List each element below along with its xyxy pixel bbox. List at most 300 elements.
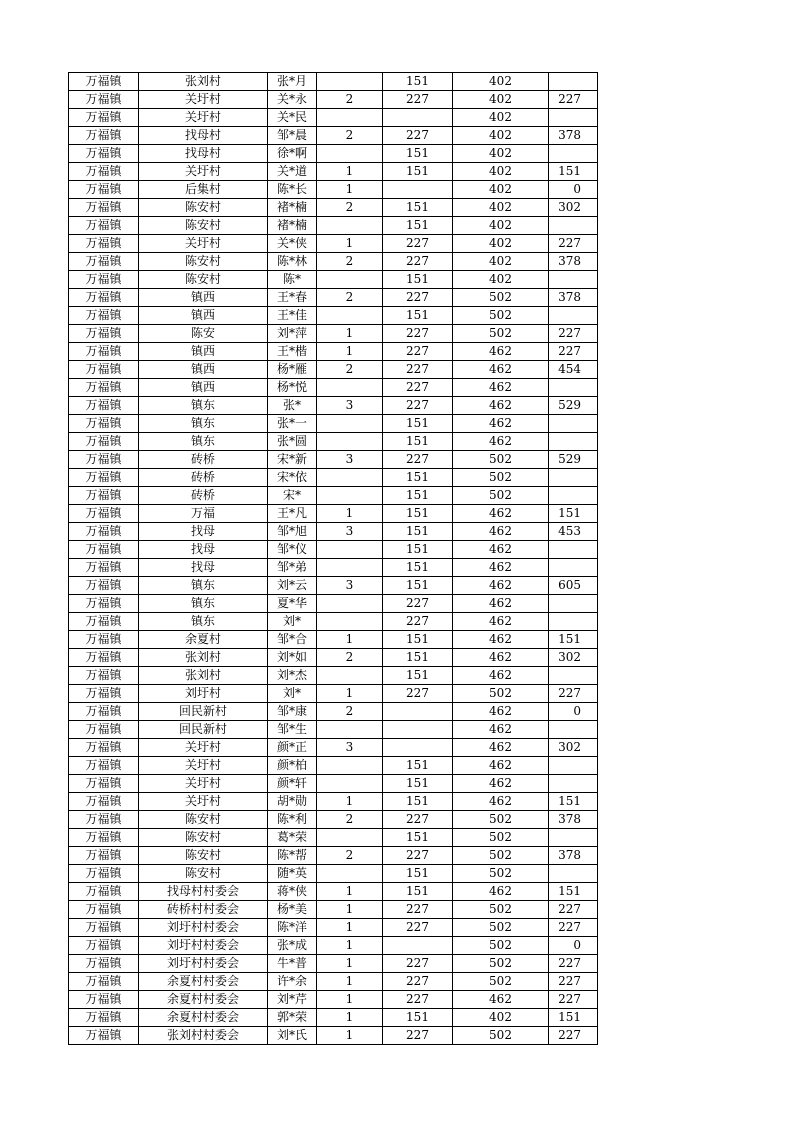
name-cell: 陈* — [268, 271, 317, 289]
amount-a-cell: 227 — [383, 685, 453, 703]
town-cell: 万福镇 — [69, 829, 139, 847]
amount-a-cell: 151 — [383, 523, 453, 541]
count-cell — [317, 415, 383, 433]
total-cell — [549, 829, 598, 847]
name-cell: 张*月 — [268, 73, 317, 91]
village-cell: 刘圩村 — [139, 685, 268, 703]
village-cell: 陈安村 — [139, 217, 268, 235]
amount-a-cell: 151 — [383, 667, 453, 685]
name-cell: 陈*长 — [268, 181, 317, 199]
amount-a-cell: 151 — [383, 487, 453, 505]
table-row — [69, 379, 598, 397]
count-cell: 2 — [317, 649, 383, 667]
town-cell: 万福镇 — [69, 613, 139, 631]
amount-b-cell: 462 — [453, 775, 549, 793]
town-cell: 万福镇 — [69, 955, 139, 973]
amount-a-cell — [383, 109, 453, 127]
total-cell: 453 — [549, 523, 598, 541]
town-cell: 万福镇 — [69, 847, 139, 865]
amount-b-cell: 462 — [453, 397, 549, 415]
total-cell — [549, 217, 598, 235]
name-cell: 刘*如 — [268, 649, 317, 667]
table-row — [69, 73, 598, 91]
village-cell: 镇西 — [139, 307, 268, 325]
village-cell: 镇东 — [139, 433, 268, 451]
total-cell: 151 — [549, 793, 598, 811]
table-row — [69, 613, 598, 631]
village-cell: 找母 — [139, 541, 268, 559]
town-cell: 万福镇 — [69, 307, 139, 325]
total-cell: 151 — [549, 163, 598, 181]
total-cell: 378 — [549, 289, 598, 307]
count-cell: 2 — [317, 199, 383, 217]
name-cell: 邹*生 — [268, 721, 317, 739]
total-cell: 529 — [549, 451, 598, 469]
town-cell: 万福镇 — [69, 973, 139, 991]
name-cell: 随*英 — [268, 865, 317, 883]
name-cell: 关*侠 — [268, 235, 317, 253]
village-cell: 陈安村 — [139, 865, 268, 883]
name-cell: 陈*林 — [268, 253, 317, 271]
amount-a-cell: 227 — [383, 613, 453, 631]
town-cell: 万福镇 — [69, 685, 139, 703]
amount-b-cell: 502 — [453, 685, 549, 703]
amount-b-cell: 402 — [453, 145, 549, 163]
amount-b-cell: 462 — [453, 505, 549, 523]
amount-a-cell: 227 — [383, 91, 453, 109]
name-cell: 陈*洋 — [268, 919, 317, 937]
village-cell: 刘圩村村委会 — [139, 937, 268, 955]
total-cell: 302 — [549, 739, 598, 757]
amount-b-cell: 502 — [453, 901, 549, 919]
total-cell: 227 — [549, 901, 598, 919]
count-cell — [317, 469, 383, 487]
table-row — [69, 865, 598, 883]
table-row — [69, 343, 598, 361]
amount-a-cell: 227 — [383, 1027, 453, 1045]
name-cell: 许*余 — [268, 973, 317, 991]
village-cell: 张刘村 — [139, 667, 268, 685]
name-cell: 王*凡 — [268, 505, 317, 523]
village-cell: 余夏村村委会 — [139, 991, 268, 1009]
town-cell: 万福镇 — [69, 667, 139, 685]
amount-b-cell: 462 — [453, 793, 549, 811]
village-cell: 关圩村 — [139, 793, 268, 811]
town-cell: 万福镇 — [69, 91, 139, 109]
name-cell: 张*成 — [268, 937, 317, 955]
amount-b-cell: 462 — [453, 667, 549, 685]
total-cell: 529 — [549, 397, 598, 415]
village-cell: 关圩村 — [139, 235, 268, 253]
total-cell: 302 — [549, 199, 598, 217]
amount-b-cell: 402 — [453, 181, 549, 199]
total-cell — [549, 721, 598, 739]
count-cell: 1 — [317, 1027, 383, 1045]
amount-a-cell: 151 — [383, 217, 453, 235]
village-cell: 陈安 — [139, 325, 268, 343]
amount-a-cell: 227 — [383, 451, 453, 469]
name-cell: 邹*合 — [268, 631, 317, 649]
amount-b-cell: 462 — [453, 649, 549, 667]
town-cell: 万福镇 — [69, 433, 139, 451]
table-row — [69, 703, 598, 721]
amount-a-cell: 227 — [383, 397, 453, 415]
village-cell: 找母村 — [139, 145, 268, 163]
town-cell: 万福镇 — [69, 523, 139, 541]
town-cell: 万福镇 — [69, 73, 139, 91]
total-cell — [549, 757, 598, 775]
name-cell: 宋*新 — [268, 451, 317, 469]
total-cell — [549, 595, 598, 613]
amount-a-cell: 151 — [383, 73, 453, 91]
village-cell: 陈安村 — [139, 847, 268, 865]
count-cell: 2 — [317, 91, 383, 109]
village-cell: 找母村 — [139, 127, 268, 145]
total-cell: 227 — [549, 325, 598, 343]
amount-b-cell: 402 — [453, 91, 549, 109]
amount-a-cell: 151 — [383, 829, 453, 847]
town-cell: 万福镇 — [69, 865, 139, 883]
count-cell — [317, 145, 383, 163]
total-cell — [549, 667, 598, 685]
count-cell — [317, 865, 383, 883]
count-cell — [317, 595, 383, 613]
village-cell: 陈安村 — [139, 253, 268, 271]
name-cell: 刘* — [268, 613, 317, 631]
table-row — [69, 793, 598, 811]
amount-a-cell: 227 — [383, 343, 453, 361]
name-cell: 张*圆 — [268, 433, 317, 451]
count-cell: 1 — [317, 343, 383, 361]
count-cell — [317, 307, 383, 325]
table-row — [69, 883, 598, 901]
amount-a-cell: 227 — [383, 919, 453, 937]
total-cell — [549, 415, 598, 433]
amount-b-cell: 402 — [453, 235, 549, 253]
name-cell: 杨*悦 — [268, 379, 317, 397]
village-cell: 回民新村 — [139, 703, 268, 721]
table-row — [69, 559, 598, 577]
amount-a-cell: 151 — [383, 307, 453, 325]
village-cell: 陈安村 — [139, 271, 268, 289]
count-cell — [317, 379, 383, 397]
table-row — [69, 847, 598, 865]
village-cell: 镇东 — [139, 613, 268, 631]
village-cell: 关圩村 — [139, 91, 268, 109]
town-cell: 万福镇 — [69, 991, 139, 1009]
town-cell: 万福镇 — [69, 703, 139, 721]
amount-a-cell: 227 — [383, 847, 453, 865]
table-row — [69, 829, 598, 847]
name-cell: 葛*荣 — [268, 829, 317, 847]
amount-a-cell: 151 — [383, 199, 453, 217]
count-cell: 3 — [317, 397, 383, 415]
total-cell: 302 — [549, 649, 598, 667]
amount-b-cell: 462 — [453, 613, 549, 631]
table-row — [69, 145, 598, 163]
village-cell: 镇西 — [139, 289, 268, 307]
amount-b-cell: 402 — [453, 217, 549, 235]
table-row — [69, 577, 598, 595]
amount-a-cell: 227 — [383, 595, 453, 613]
name-cell: 杨*美 — [268, 901, 317, 919]
count-cell: 2 — [317, 703, 383, 721]
total-cell: 227 — [549, 919, 598, 937]
amount-a-cell: 227 — [383, 127, 453, 145]
village-cell: 关圩村 — [139, 757, 268, 775]
count-cell — [317, 757, 383, 775]
name-cell: 褚*楠 — [268, 199, 317, 217]
amount-b-cell: 402 — [453, 1009, 549, 1027]
amount-a-cell: 151 — [383, 775, 453, 793]
table-row — [69, 433, 598, 451]
amount-b-cell: 402 — [453, 73, 549, 91]
total-cell: 151 — [549, 883, 598, 901]
name-cell: 颜*柏 — [268, 757, 317, 775]
count-cell: 1 — [317, 991, 383, 1009]
town-cell: 万福镇 — [69, 775, 139, 793]
town-cell: 万福镇 — [69, 271, 139, 289]
village-cell: 陈安村 — [139, 829, 268, 847]
town-cell: 万福镇 — [69, 253, 139, 271]
amount-b-cell: 462 — [453, 541, 549, 559]
total-cell — [549, 109, 598, 127]
amount-a-cell: 151 — [383, 577, 453, 595]
village-cell: 余夏村村委会 — [139, 1009, 268, 1027]
table-row — [69, 235, 598, 253]
table-row — [69, 631, 598, 649]
village-cell: 找母村村委会 — [139, 883, 268, 901]
total-cell: 227 — [549, 973, 598, 991]
amount-a-cell: 151 — [383, 505, 453, 523]
total-cell — [549, 865, 598, 883]
amount-b-cell: 462 — [453, 721, 549, 739]
village-cell: 关圩村 — [139, 109, 268, 127]
table-row — [69, 199, 598, 217]
count-cell — [317, 541, 383, 559]
amount-b-cell: 462 — [453, 631, 549, 649]
total-cell — [549, 541, 598, 559]
amount-a-cell: 151 — [383, 469, 453, 487]
count-cell: 3 — [317, 739, 383, 757]
village-cell: 余夏村村委会 — [139, 973, 268, 991]
amount-a-cell: 151 — [383, 163, 453, 181]
town-cell: 万福镇 — [69, 109, 139, 127]
table-row — [69, 91, 598, 109]
name-cell: 刘*芹 — [268, 991, 317, 1009]
name-cell: 邹*弟 — [268, 559, 317, 577]
town-cell: 万福镇 — [69, 901, 139, 919]
village-cell: 张刘村 — [139, 73, 268, 91]
total-cell: 151 — [549, 1009, 598, 1027]
town-cell: 万福镇 — [69, 649, 139, 667]
village-cell: 镇西 — [139, 361, 268, 379]
table-row — [69, 487, 598, 505]
village-cell: 张刘村 — [139, 649, 268, 667]
total-cell — [549, 307, 598, 325]
amount-b-cell: 502 — [453, 811, 549, 829]
total-cell — [549, 73, 598, 91]
count-cell: 1 — [317, 901, 383, 919]
count-cell — [317, 667, 383, 685]
town-cell: 万福镇 — [69, 199, 139, 217]
amount-a-cell: 151 — [383, 631, 453, 649]
table-row — [69, 325, 598, 343]
amount-b-cell: 402 — [453, 199, 549, 217]
table-row — [69, 451, 598, 469]
table-row — [69, 595, 598, 613]
town-cell: 万福镇 — [69, 559, 139, 577]
table-row — [69, 505, 598, 523]
town-cell: 万福镇 — [69, 577, 139, 595]
town-cell: 万福镇 — [69, 469, 139, 487]
count-cell: 1 — [317, 505, 383, 523]
town-cell: 万福镇 — [69, 397, 139, 415]
amount-a-cell — [383, 739, 453, 757]
table-body — [69, 73, 598, 1045]
name-cell: 蒋*侠 — [268, 883, 317, 901]
table-row — [69, 757, 598, 775]
town-cell: 万福镇 — [69, 721, 139, 739]
name-cell: 夏*华 — [268, 595, 317, 613]
total-cell: 378 — [549, 847, 598, 865]
village-cell: 找母 — [139, 523, 268, 541]
village-cell: 镇东 — [139, 577, 268, 595]
name-cell: 关*民 — [268, 109, 317, 127]
name-cell: 邹*仪 — [268, 541, 317, 559]
count-cell: 1 — [317, 685, 383, 703]
count-cell — [317, 109, 383, 127]
village-cell: 余夏村 — [139, 631, 268, 649]
count-cell: 1 — [317, 973, 383, 991]
village-cell: 镇东 — [139, 595, 268, 613]
count-cell: 3 — [317, 451, 383, 469]
village-cell: 镇东 — [139, 415, 268, 433]
town-cell: 万福镇 — [69, 379, 139, 397]
amount-b-cell: 462 — [453, 757, 549, 775]
total-cell: 227 — [549, 685, 598, 703]
count-cell: 1 — [317, 631, 383, 649]
town-cell: 万福镇 — [69, 883, 139, 901]
town-cell: 万福镇 — [69, 361, 139, 379]
amount-b-cell: 502 — [453, 1027, 549, 1045]
total-cell: 378 — [549, 253, 598, 271]
name-cell: 颜*正 — [268, 739, 317, 757]
town-cell: 万福镇 — [69, 127, 139, 145]
count-cell: 1 — [317, 325, 383, 343]
amount-a-cell: 151 — [383, 865, 453, 883]
table-row — [69, 523, 598, 541]
name-cell: 宋*依 — [268, 469, 317, 487]
count-cell: 1 — [317, 937, 383, 955]
total-cell: 227 — [549, 991, 598, 1009]
count-cell — [317, 721, 383, 739]
name-cell: 褚*楠 — [268, 217, 317, 235]
total-cell — [549, 433, 598, 451]
town-cell: 万福镇 — [69, 541, 139, 559]
table-row — [69, 739, 598, 757]
amount-b-cell: 462 — [453, 883, 549, 901]
amount-a-cell: 151 — [383, 145, 453, 163]
amount-b-cell: 502 — [453, 847, 549, 865]
count-cell — [317, 487, 383, 505]
table-row — [69, 937, 598, 955]
table-row — [69, 181, 598, 199]
count-cell: 2 — [317, 847, 383, 865]
name-cell: 宋* — [268, 487, 317, 505]
name-cell: 刘*氏 — [268, 1027, 317, 1045]
amount-a-cell — [383, 181, 453, 199]
amount-b-cell: 462 — [453, 361, 549, 379]
name-cell: 刘*杰 — [268, 667, 317, 685]
count-cell: 2 — [317, 361, 383, 379]
amount-a-cell: 227 — [383, 811, 453, 829]
total-cell — [549, 559, 598, 577]
table-row — [69, 721, 598, 739]
name-cell: 王*春 — [268, 289, 317, 307]
village-cell: 张刘村村委会 — [139, 1027, 268, 1045]
town-cell: 万福镇 — [69, 487, 139, 505]
name-cell: 颜*轩 — [268, 775, 317, 793]
village-cell: 砖桥 — [139, 469, 268, 487]
amount-a-cell: 227 — [383, 235, 453, 253]
name-cell: 徐*啊 — [268, 145, 317, 163]
count-cell: 1 — [317, 883, 383, 901]
table-row — [69, 217, 598, 235]
town-cell: 万福镇 — [69, 937, 139, 955]
table-row — [69, 919, 598, 937]
amount-a-cell: 151 — [383, 271, 453, 289]
village-cell: 陈安村 — [139, 811, 268, 829]
name-cell: 关*永 — [268, 91, 317, 109]
total-cell: 0 — [549, 703, 598, 721]
amount-a-cell: 151 — [383, 793, 453, 811]
data-table — [68, 72, 598, 1045]
town-cell: 万福镇 — [69, 415, 139, 433]
total-cell — [549, 271, 598, 289]
amount-b-cell: 402 — [453, 253, 549, 271]
amount-b-cell: 462 — [453, 523, 549, 541]
amount-b-cell: 502 — [453, 307, 549, 325]
count-cell — [317, 217, 383, 235]
village-cell: 砖桥 — [139, 487, 268, 505]
total-cell: 227 — [549, 1027, 598, 1045]
amount-b-cell: 402 — [453, 163, 549, 181]
count-cell — [317, 433, 383, 451]
table-row — [69, 397, 598, 415]
town-cell: 万福镇 — [69, 451, 139, 469]
name-cell: 刘*萍 — [268, 325, 317, 343]
amount-b-cell: 462 — [453, 595, 549, 613]
table-row — [69, 253, 598, 271]
amount-b-cell: 462 — [453, 433, 549, 451]
village-cell: 镇西 — [139, 379, 268, 397]
amount-a-cell: 151 — [383, 1009, 453, 1027]
town-cell: 万福镇 — [69, 757, 139, 775]
count-cell — [317, 613, 383, 631]
town-cell: 万福镇 — [69, 235, 139, 253]
table-row — [69, 811, 598, 829]
count-cell: 1 — [317, 235, 383, 253]
count-cell: 1 — [317, 955, 383, 973]
town-cell: 万福镇 — [69, 289, 139, 307]
town-cell: 万福镇 — [69, 739, 139, 757]
amount-a-cell — [383, 703, 453, 721]
amount-a-cell: 151 — [383, 415, 453, 433]
name-cell: 邹*旭 — [268, 523, 317, 541]
table-row — [69, 271, 598, 289]
count-cell: 3 — [317, 523, 383, 541]
